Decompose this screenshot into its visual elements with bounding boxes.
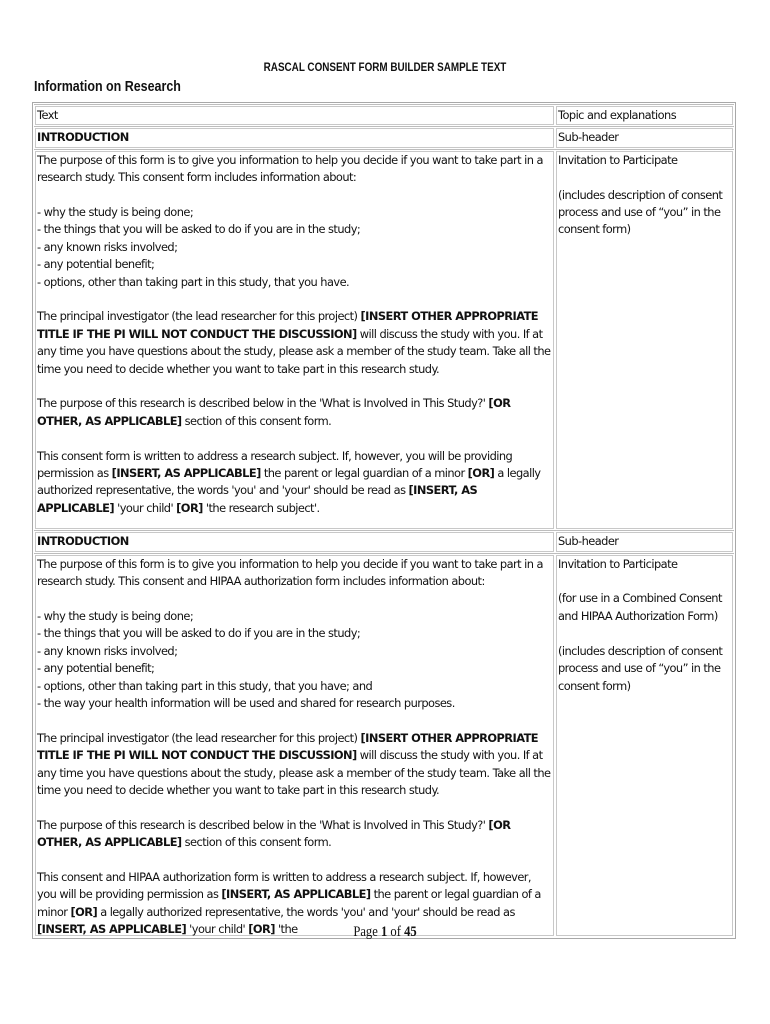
pi-paragraph: The principal investigator (the lead researcher for this project) [INSERT OTHER APPROPRIATE TITLE IF THE PI WILL NOT CONDUCT THE DISCUSSION] will discuss the study with you. If at any time you have questions about the study, please ask a member of the study team. Take all the time you need to decide whether you want to take part in this research study. — [37, 730, 551, 797]
header-text: Text — [35, 106, 554, 125]
page-of: of — [390, 924, 401, 940]
section-title: Information on Research — [34, 79, 181, 95]
page-number — [62, 924, 709, 941]
introduction-text-cell — [35, 555, 554, 936]
page-total: 45 — [404, 924, 417, 940]
list-item: - the things that you will be asked to do if you are in the study; — [37, 626, 361, 641]
table-row — [34, 126, 734, 148]
list-item: - any known risks involved; — [37, 643, 178, 658]
list-item: - options, other than taking part in this study, that you have; and — [37, 678, 373, 693]
list-item: - the things that you will be asked to do if you are in the study; — [37, 222, 361, 237]
consent-paragraph: This consent and HIPAA authorization form is written to address a research subject. If, however, you will be providing permission as [INSERT, AS APPLICABLE] the parent or legal guardian of a minor [OR] a legally authorized representative, the words 'you' and 'your' should be read as [INSERT, AS APPLICABLE] 'your child' [OR] 'the — [37, 869, 541, 937]
list-item: - options, other than taking part in this study, that you have. — [37, 274, 350, 289]
list-item: - any potential benefit; — [37, 661, 155, 676]
page-label: Page — [353, 924, 378, 940]
subheader-introduction: INTRODUCTION — [35, 532, 554, 551]
table-row — [34, 149, 734, 530]
header-topic: Topic and explanations — [556, 106, 733, 125]
table-header-row — [34, 104, 734, 126]
bullet-list — [37, 608, 553, 712]
table-row — [34, 530, 734, 552]
document-title: RASCAL CONSENT FORM BUILDER SAMPLE TEXT — [263, 62, 507, 74]
table-row — [34, 553, 734, 937]
topic-use-note: (for use in a Combined Consent and HIPAA Authorization Form) — [558, 591, 722, 623]
subheader-label: Sub-header — [556, 128, 733, 147]
bullet-list — [37, 204, 553, 291]
topic-title: Invitation to Participate — [558, 152, 678, 167]
page-current: 1 — [380, 924, 388, 940]
intro-paragraph: The purpose of this form is to give you information to help you decide if you want to take part in a research study. This consent and HIPAA authorization form includes information about: — [37, 556, 543, 589]
consent-paragraph: This consent form is written to address a research subject. If, however, you will be providing permission as [INSERT, AS APPLICABLE] the parent or legal guardian of a minor [OR] a legally authorized representative, the words 'you' and 'your' should be read as [INSERT, AS APPLICABLE] 'your child' [OR] 'the research subject'. — [37, 448, 541, 515]
list-item: - any potential benefit; — [37, 257, 155, 272]
purpose-paragraph: The purpose of this research is described below in the 'What is Involved in This Study?' [OR OTHER, AS APPLICABLE] section of this consent form. — [37, 817, 511, 850]
topic-cell — [556, 555, 733, 936]
consent-text-table — [32, 102, 736, 939]
list-item: - why the study is being done; — [37, 608, 194, 623]
subheader-label: Sub-header — [556, 532, 733, 551]
list-item: - why the study is being done; — [37, 205, 194, 220]
purpose-paragraph: The purpose of this research is described below in the 'What is Involved in This Study?' [OR OTHER, AS APPLICABLE] section of this consent form. — [37, 396, 511, 428]
topic-note: (includes description of consent process and use of “you” in the consent form) — [558, 643, 723, 693]
intro-paragraph: The purpose of this form is to give you information to help you decide if you want to take part in a research study. This consent form includes information about: — [37, 152, 543, 185]
introduction-text-cell — [35, 151, 554, 529]
topic-cell — [556, 151, 733, 529]
subheader-introduction: INTRODUCTION — [35, 128, 554, 147]
list-item: - the way your health information will be used and shared for research purposes. — [37, 695, 455, 710]
topic-title: Invitation to Participate — [558, 556, 678, 571]
topic-note: (includes description of consent process and use of “you” in the consent form) — [558, 187, 723, 237]
list-item: - any known risks involved; — [37, 239, 178, 254]
pi-paragraph: The principal investigator (the lead researcher for this project) [INSERT OTHER APPROPRIATE TITLE IF THE PI WILL NOT CONDUCT THE DISCUSSION] will discuss the study with you. If at any time you have questions about the study, please ask a member of the study team. Take all the time you need to decide whether you want to take part in this research study. — [37, 309, 551, 376]
